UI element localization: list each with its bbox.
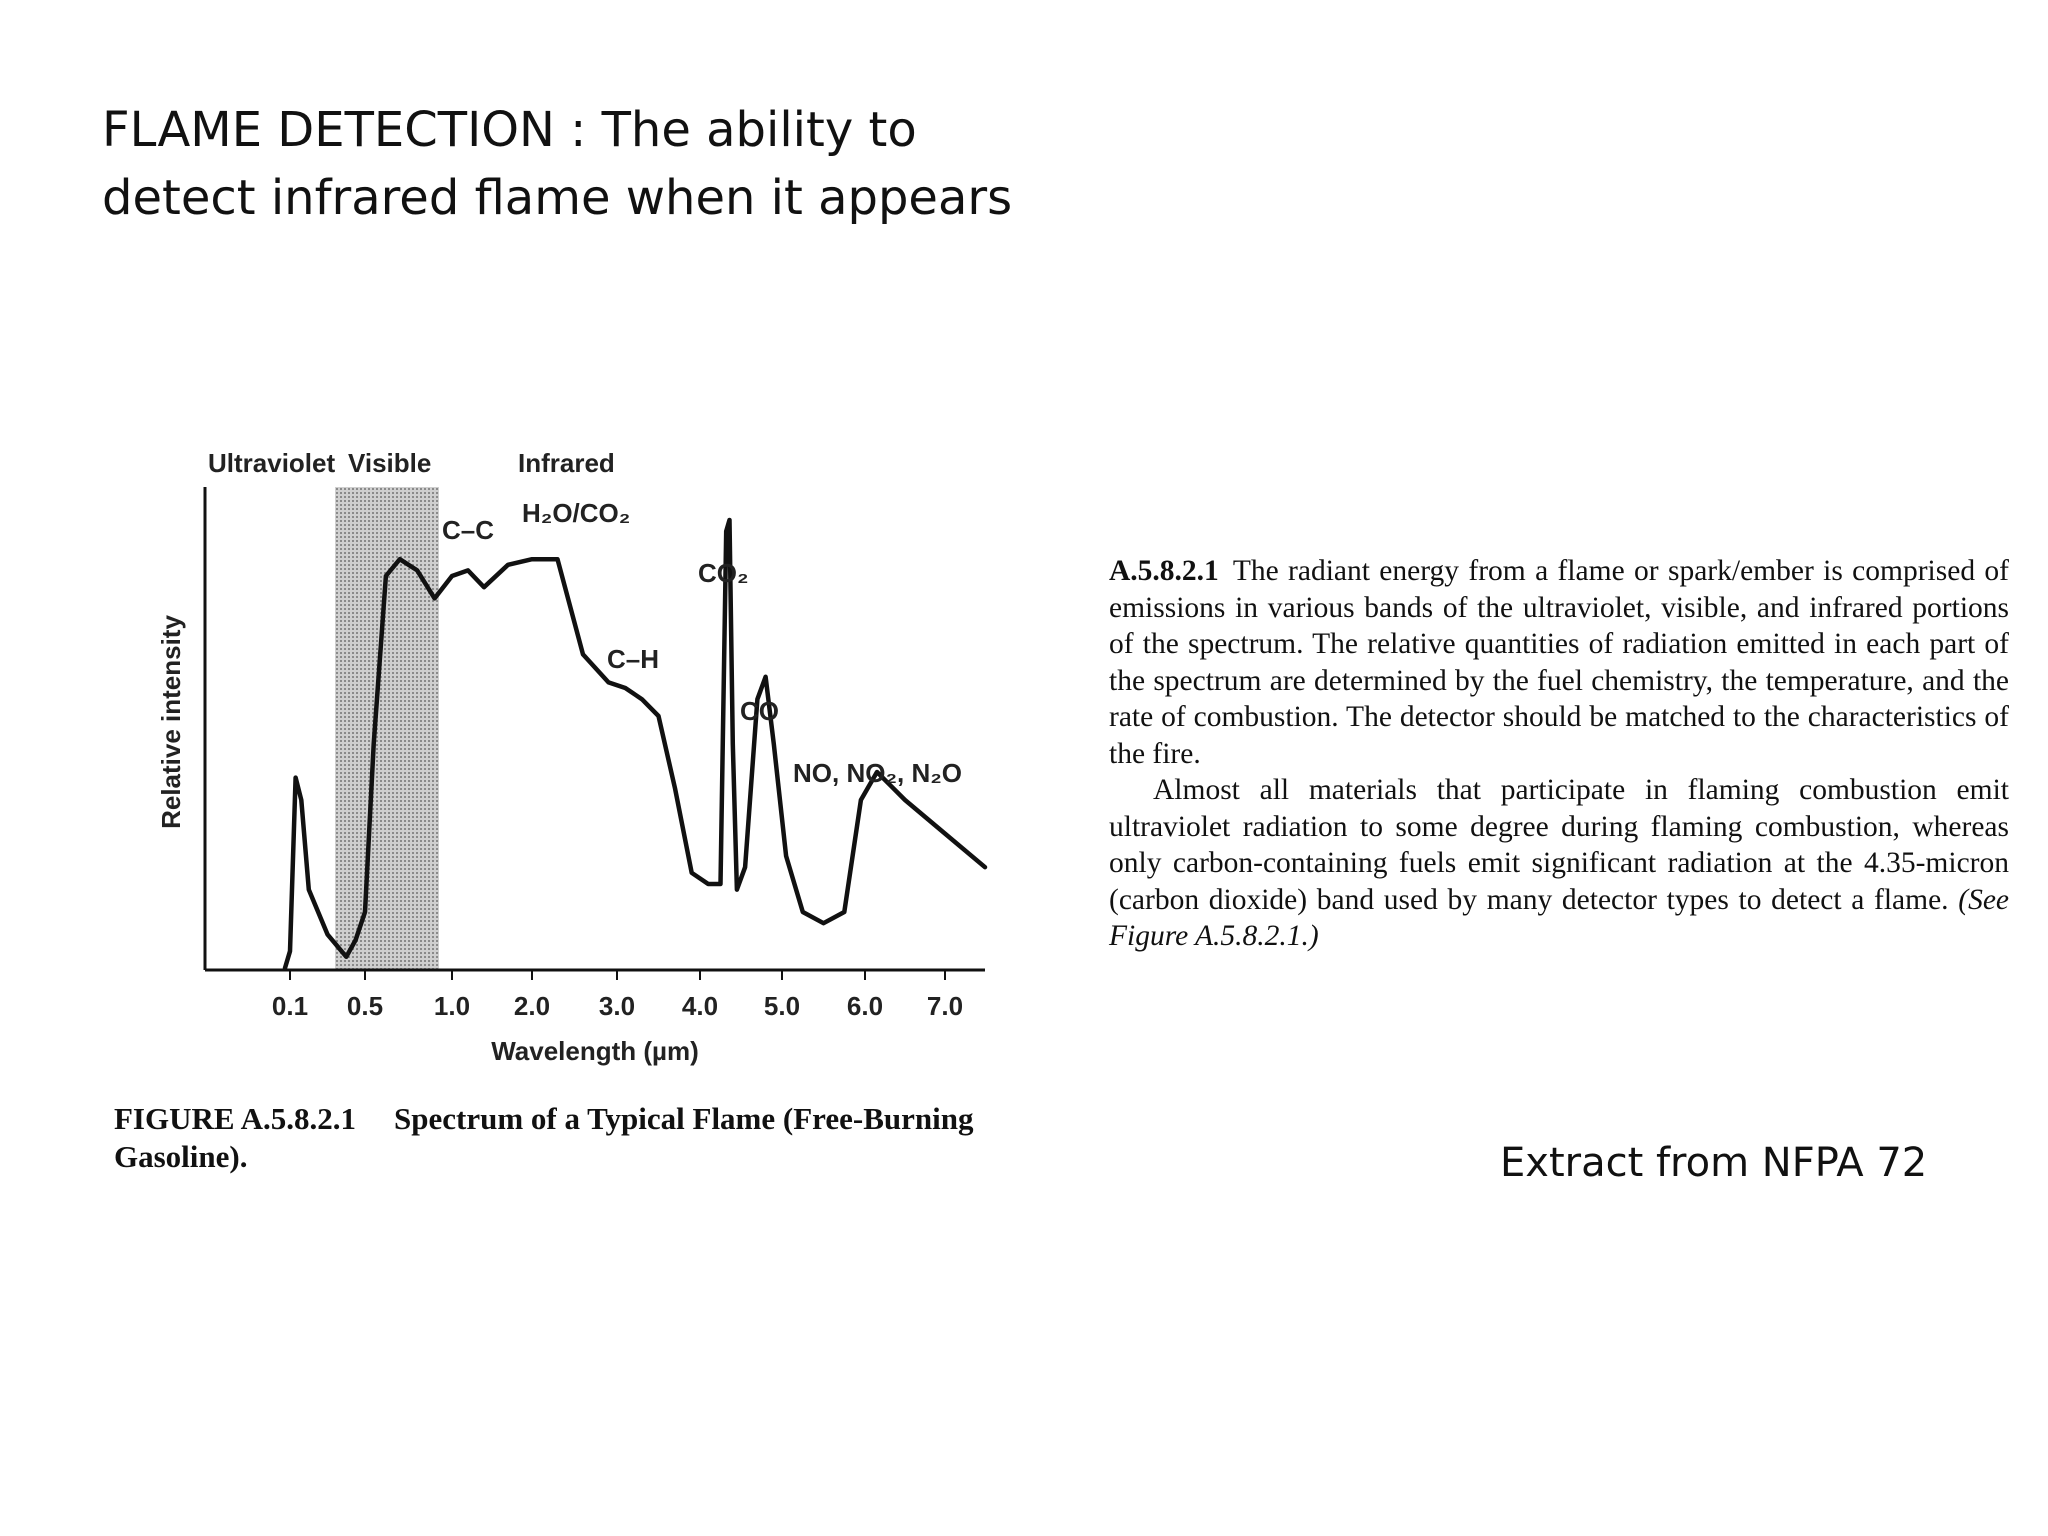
x-tick-label: 2.0 — [513, 991, 551, 1021]
extract-paragraph-2-text: Almost all materials that participate in flaming combustion emit ultraviolet radiation to some degree during flaming combustion, whereas only carbon-containing fuels emit significant radiation at the 4.35-micron (carbon dioxide) band used by many detector types to detect a flame. — [1109, 774, 2009, 916]
figure-caption-id: FIGURE A.5.8.2.1 — [114, 1101, 356, 1136]
x-tick-label: 4.0 — [681, 991, 719, 1021]
peak-annotation: C–C — [442, 515, 495, 545]
see-figure-reference: (See Figure A.5.8.2.1.) — [1109, 883, 2010, 952]
x-axis-label: Wavelength (µm) — [491, 1036, 699, 1066]
peak-annotation: NO, NO₂, N₂O — [793, 758, 962, 788]
x-tick-label: 7.0 — [926, 991, 964, 1021]
extract-paragraph-1-text: The radiant energy from a flame or spark/ember is comprised of emissions in various bands of the ultraviolet, visible, and infrared portions of the spectrum. The relative quantities of radiation emitted in each part of the spectrum are determined by the fuel chemistry, the temperature, and the rate of combustion. The detector should be matched to the characteristics of the fire. — [1109, 555, 2009, 770]
y-axis-label: Relative intensity — [156, 615, 186, 829]
source-note: Extract from NFPA 72 — [1500, 1140, 1928, 1186]
figure-caption-text: Spectrum of a Typical Flame (Free-Burning Gasoline). — [114, 1101, 974, 1174]
x-tick-label: 0.5 — [346, 991, 384, 1021]
extract-paragraph-2 — [1109, 772, 2009, 955]
x-tick-label: 3.0 — [598, 991, 636, 1021]
slide-title-line-2: detect infrared flame when it appears — [102, 170, 1013, 226]
flame-spectrum-chart — [0, 0, 1040, 1100]
slide-title-line-1: FLAME DETECTION : The ability to — [102, 102, 917, 158]
x-tick-label: 6.0 — [846, 991, 884, 1021]
nfpa-extract — [1109, 553, 2009, 955]
region-label: Ultraviolet — [208, 448, 336, 478]
figure-caption — [114, 1100, 1014, 1176]
visible-band — [335, 487, 439, 970]
peak-annotation: C–H — [607, 644, 660, 674]
peak-annotation: H₂O/CO₂ — [522, 498, 631, 528]
x-tick-label: 1.0 — [433, 991, 471, 1021]
region-label: Visible — [348, 448, 432, 478]
peak-annotation: CO₂ — [698, 558, 749, 588]
section-number: A.5.8.2.1 — [1109, 555, 1219, 587]
extract-paragraph-1 — [1109, 553, 2009, 772]
region-label: Infrared — [518, 448, 615, 478]
x-tick-label: 0.1 — [271, 991, 309, 1021]
x-tick-label: 5.0 — [763, 991, 801, 1021]
peak-annotation: CO — [740, 696, 779, 726]
